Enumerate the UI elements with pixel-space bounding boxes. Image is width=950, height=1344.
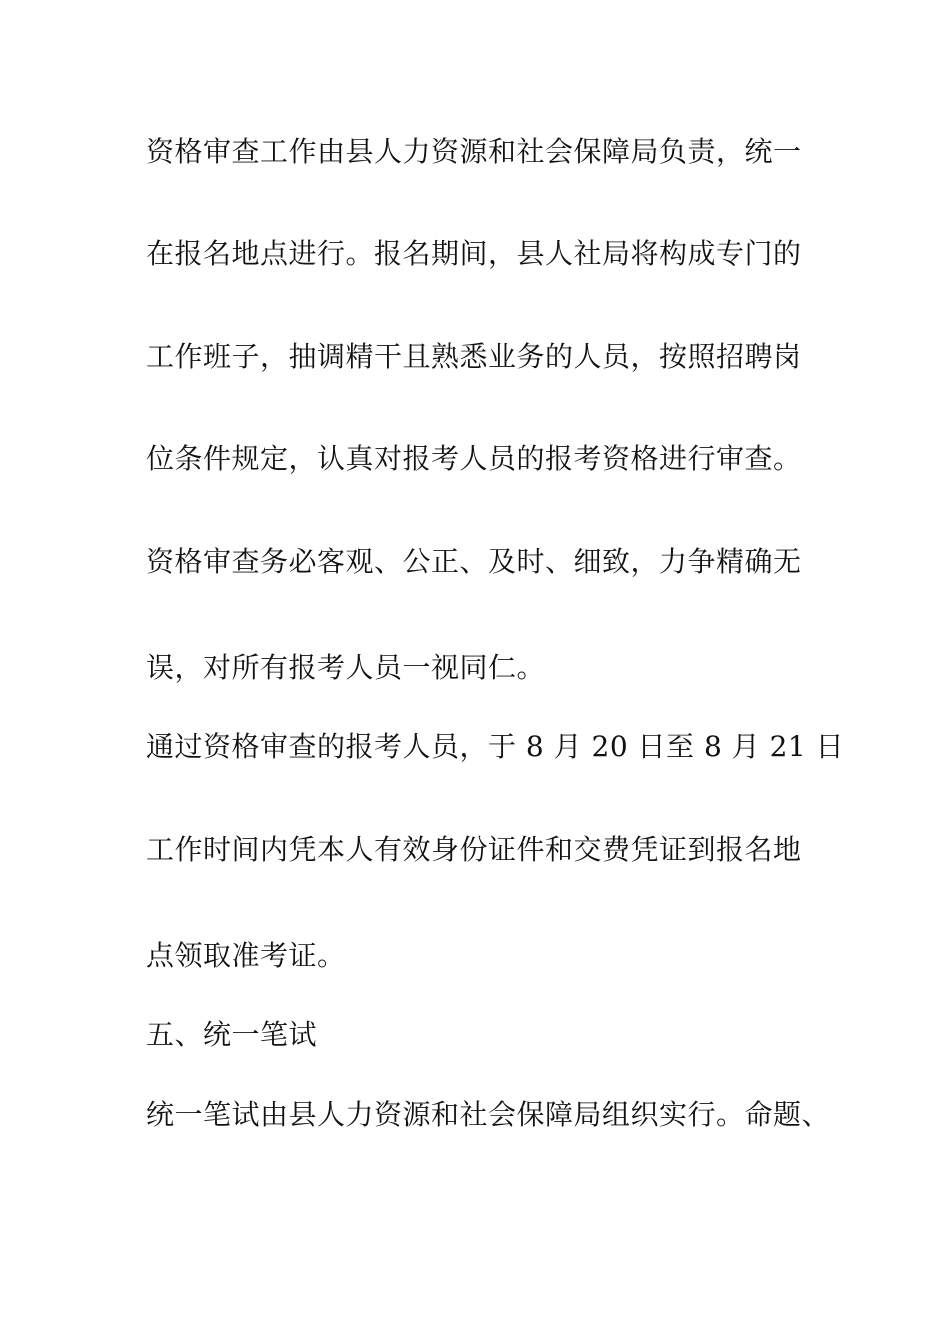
paragraph-line: 统一笔试由县人力资源和社会保障局组织实行。命题、 xyxy=(146,1098,831,1131)
section-heading: 五、统一笔试 xyxy=(146,1018,318,1051)
paragraph-line: 点领取准考证。 xyxy=(146,939,346,972)
paragraph-line: 在报名地点进行。报名期间，县人社局将构成专门的 xyxy=(146,237,802,270)
paragraph-line: 资格审查务必客观、公正、及时、细致，力争精确无 xyxy=(146,545,802,578)
paragraph-line: 位条件规定，认真对报考人员的报考资格进行审查。 xyxy=(146,442,802,475)
paragraph-line: 资格审查工作由县人力资源和社会保障局负责，统一 xyxy=(146,135,802,168)
paragraph-line: 误，对所有报考人员一视同仁。 xyxy=(146,651,546,684)
paragraph-line: 工作班子，抽调精干且熟悉业务的人员，按照招聘岗 xyxy=(146,340,802,373)
paragraph-line: 通过资格审查的报考人员，于 8 月 20 日至 8 月 21 日 xyxy=(146,730,845,763)
paragraph-line: 工作时间内凭本人有效身份证件和交费凭证到报名地 xyxy=(146,833,802,866)
